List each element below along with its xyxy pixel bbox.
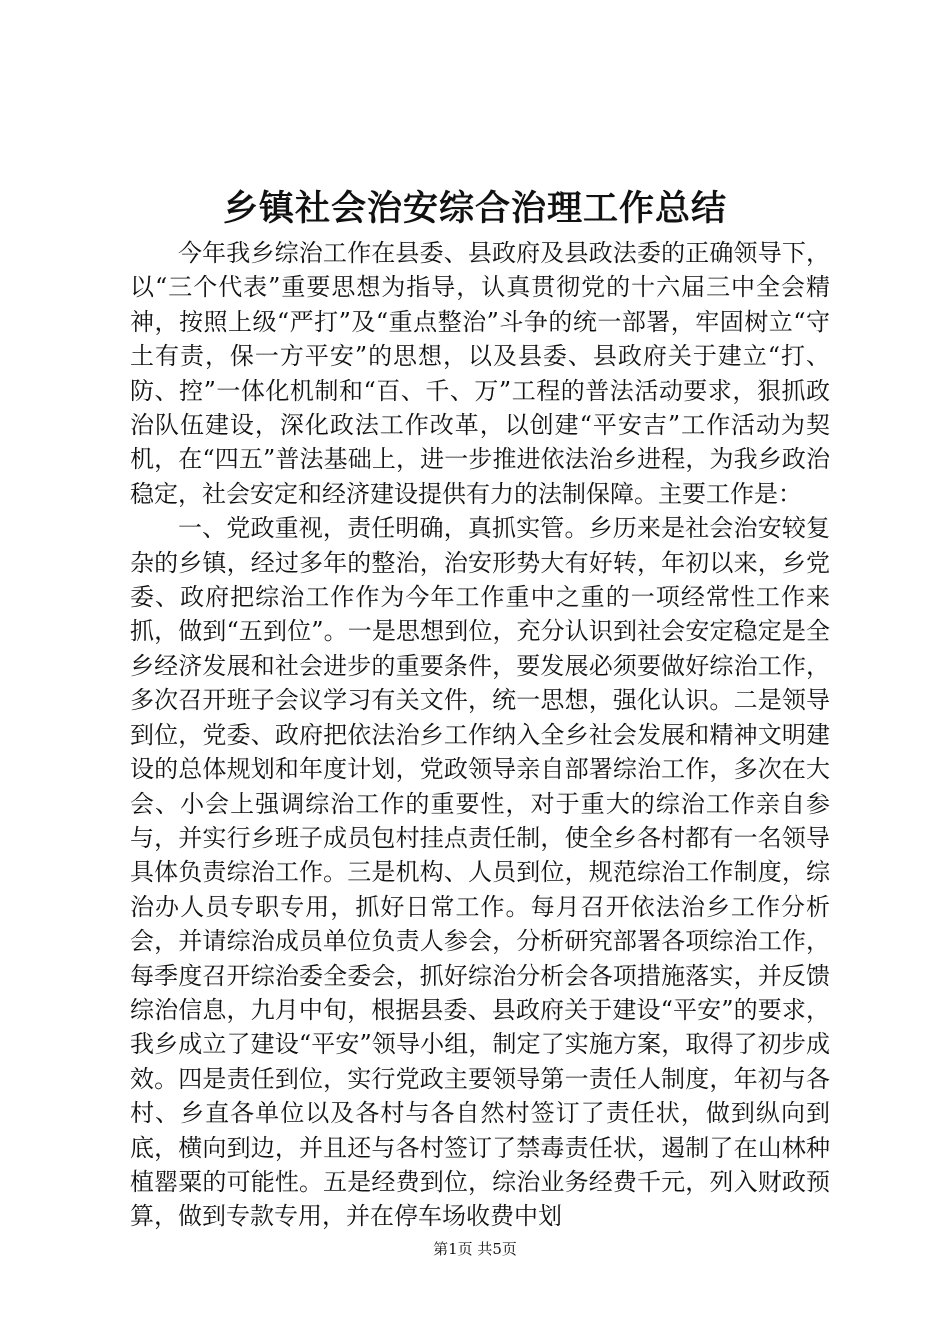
document-body [130,236,830,1234]
paragraph-section-one: 一、党政重视，责任明确，真抓实管。乡历来是社会治安较复杂的乡镇，经过多年的整治，治安形势大有好转，年初以来，乡党委、政府把综治工作作为今年工作重中之重的一项经常性工作来抓，做到“五到位”。一是思想到位，充分认识到社会安定稳定是全乡经济发展和社会进步的重要条件，要发展必须要做好综治工作，多次召开班子会议学习有关文件，统一思想，强化认识。二是领导到位，党委、政府把依法治乡工作纳入全乡社会发展和精神文明建设的总体规划和年度计划，党政领导亲自部署综治工作，多次在大会、小会上强调综治工作的重要性，对于重大的综治工作亲自参与，并实行乡班子成员包村挂点责任制，使全乡各村都有一名领导具体负责综治工作。三是机构、人员到位，规范综治工作制度，综治办人员专职专用，抓好日常工作。每月召开依法治乡工作分析会，并请综治成员单位负责人参会，分析研究部署各项综治工作，每季度召开综治委全委会，抓好综治分析会各项措施落实，并反馈综治信息，九月中旬，根据县委、县政府关于建设“平安”的要求，我乡成立了建设“平安”领导小组，制定了实施方案，取得了初步成效。四是责任到位，实行党政主要领导第一责任人制度，年初与各村、乡直各单位以及各村与各自然村签订了责任状，做到纵向到底，横向到边，并且还与各村签订了禁毒责任状，遏制了在山林种植罂粟的可能性。五是经费到位，综治业务经费千元，列入财政预算，做到专款专用，并在停车场收费中划 [130,514,830,1231]
document-title: 乡镇社会治安综合治理工作总结 [222,188,727,229]
paragraph-intro: 今年我乡综治工作在县委、县政府及县政法委的正确领导下，以“三个代表”重要思想为指导，认真贯彻党的十六届三中全会精神，按照上级“严打”及“重点整治”斗争的统一部署，牢固树立“守土有责，保一方平安”的思想，以及县委、县政府关于建立“打、防、控”一体化机制和“百、千、万”工程的普法活动要求，狠抓政治队伍建设，深化政法工作改革，以创建“平安吉”工作活动为契机，在“四五”普法基础上，进一步推进依法治乡进程，为我乡政治稳定，社会安定和经济建设提供有力的法制保障。主要工作是： [130,239,830,508]
page-footer: 第1页 共5页 [433,1240,517,1258]
